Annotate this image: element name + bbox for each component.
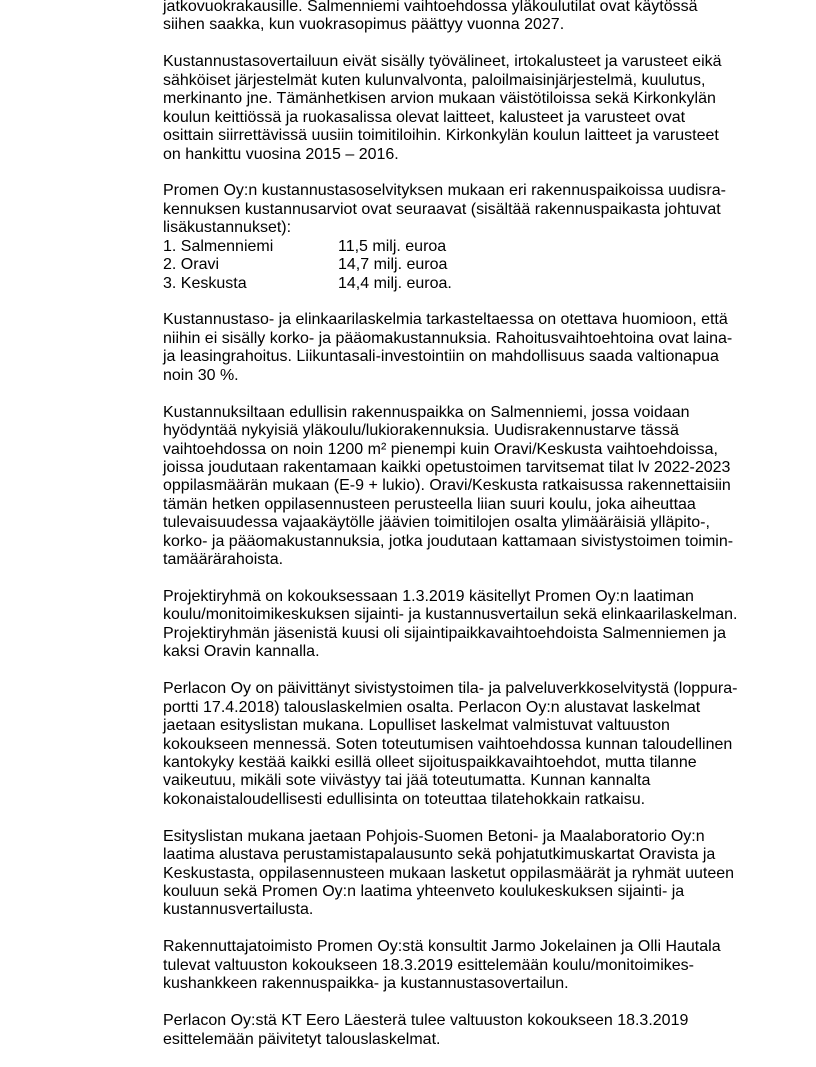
cost-value: 11,5 milj. euroa: [338, 237, 447, 255]
site-label: 1. Salmenniemi: [163, 237, 274, 255]
text-line: kushankkeen rakennuspaikka- ja kustannustasovertailun.: [163, 975, 569, 993]
text-line: esittelemään päivitetyt talouslaskelmat.: [163, 1030, 441, 1048]
text-line: kouluun sekä Promen Oy:n laatima yhteenveto koulukeskuksen sijainti- ja: [163, 883, 685, 900]
text-line: vaikeutuu, mikäli sote viivästyy tai jää toteutumatta. Kunnan kannalta: [163, 772, 651, 790]
text-line: on hankittu vuosina 2015 – 2016.: [163, 145, 399, 163]
text-line: kokonaistaloudellisesti edullisinta on toteuttaa tilatehokkain ratkaisu.: [163, 790, 646, 808]
text-line: laatima alustava perustamistapalausunto sekä pohjatutkimuskartat Oravista ja: [163, 846, 716, 864]
text-line: Projektiryhmän jäsenistä kuusi oli sijaintipaikkavaihtoehdoista Salmenniemen ja: [163, 624, 726, 642]
paragraph: [163, 588, 803, 662]
text-line: Esityslistan mukana jaetaan Pohjois-Suomen Betoni- ja Maalaboratorio Oy:n: [163, 827, 705, 845]
text-line: koulun keittiössä ja ruokasalissa olevat laitteet, kalusteet ja varusteet ovat: [163, 108, 686, 126]
text-line: tämän hetken oppilasennusteen perusteella liian suuri koulu, joka aiheuttaa: [163, 495, 696, 513]
text-line: Perlacon Oy on päivittänyt sivistystoimen tila- ja palveluverkkoselvitystä (loppura-: [163, 680, 738, 698]
text-line: joissa joudutaan rakentamaan kaikki opetustoimen tarvitsemat tilat lv 2022-2023: [163, 458, 731, 476]
text-line: niihin ei sisälly korko- ja pääomakustannuksia. Rahoitusvaihtoehtoina ovat laina-: [163, 329, 733, 347]
text-line: ja leasingrahoitus. Liikuntasali-investointiin on mahdollisuus saada valtionapua: [163, 348, 719, 366]
text-line: tulevat valtuuston kokoukseen 18.3.2019 esittelemään koulu/monitoimikes-: [163, 956, 694, 974]
text-line: kantokyky kestää kaikki esillä olleet sijoituspaikkavaihtoehdot, mutta tilanne: [163, 753, 697, 771]
text-line: koulu/monitoimikeskuksen sijainti- ja kustannusvertailun sekä elinkaarilaskelman.: [163, 606, 738, 624]
text-line: vaihtoehdossa on noin 1200 m² pienempi kuin Oravi/Keskusta vaihtoehdoissa,: [163, 440, 718, 458]
text-line: oppilasmäärän mukaan (E-9 + lukio). Oravi/Keskusta ratkaisussa rakennettaisiin: [163, 477, 731, 495]
site-label: 3. Keskusta: [163, 274, 247, 292]
text-line: kaksi Oravin kannalla.: [163, 643, 320, 661]
text-line: merkinanto jne. Tämänhetkisen arvion mukaan väistötiloissa sekä Kirkonkylän: [163, 90, 716, 108]
site-label: 2. Oravi: [163, 256, 220, 274]
text-line: sähköiset järjestelmät kuten kulunvalvonta, paloilmaisinjärjestelmä, kuulutus,: [163, 71, 706, 89]
text-line: Projektiryhmä on kokouksessaan 1.3.2019 käsitellyt Promen Oy:n laatiman: [163, 588, 694, 605]
document-body: [163, 0, 803, 1067]
text-line: Rakennuttajatoimisto Promen Oy:stä konsultit Jarmo Jokelainen ja Olli Hautala: [163, 938, 721, 956]
paragraph: [163, 680, 803, 809]
paragraph: [163, 0, 803, 35]
paragraph: [163, 404, 803, 570]
text-line: kustannusvertailusta.: [163, 901, 314, 919]
text-line: korko- ja pääomakustannuksia, jotka joudutaan kattamaan sivistystoimen toimin-: [163, 532, 734, 550]
text-line: Kustannuksiltaan edullisin rakennuspaikka on Salmenniemi, jossa voidaan: [163, 403, 690, 421]
text-line: tamäärärahoista.: [163, 551, 284, 569]
text-line: Perlacon Oy:stä KT Eero Läesterä tulee valtuuston kokoukseen 18.3.2019: [163, 1012, 689, 1030]
text-line: jatkovuokrakausille. Salmenniemi vaihtoehdossa yläkoulutilat ovat käytössä: [163, 0, 698, 15]
paragraph: [163, 1012, 803, 1049]
text-line: hyödyntää nykyisiä yläkoulu/lukiorakennuksia. Uudisrakennustarve tässä: [163, 422, 679, 440]
text-line: osittain siirrettävissä uusiin toimitiloihin. Kirkonkylän koulun laitteet ja varusteet: [163, 127, 719, 145]
paragraph: [163, 311, 803, 385]
text-line: kokoukseen mennessä. Soten toteutumisen vaihtoehdossa kunnan taloudellinen: [163, 735, 733, 753]
paragraph: [163, 53, 803, 164]
text-line: portti 17.4.2018) talouslaskelmien osalta. Perlacon Oy:n alustavat laskelmat: [163, 698, 701, 716]
text-line: jaetaan esityslistan mukana. Lopulliset laskelmat valmistuvat valtuuston: [163, 717, 670, 735]
cost-list-item: [163, 256, 803, 274]
text-line: Kustannustaso- ja elinkaarilaskelmia tarkasteltaessa on otettava huomioon, että: [163, 311, 728, 329]
cost-value: 14,7 milj. euroa: [338, 256, 448, 274]
cost-list-item: [163, 238, 803, 256]
text-line: Kustannustasovertailuun eivät sisälly työvälineet, irtokalusteet ja varusteet eikä: [163, 53, 722, 71]
text-line: Keskustasta, oppilasennusteen mukaan lasketut oppilasmäärät ja ryhmät uuteen: [163, 864, 735, 882]
text-line: lisäkustannukset):: [163, 219, 292, 237]
cost-value: 14,4 milj. euroa.: [338, 274, 452, 292]
text-line: siihen saakka, kun vuokrasopimus päättyy vuonna 2027.: [163, 16, 565, 34]
paragraph: [163, 938, 803, 993]
paragraph: [163, 828, 803, 920]
paragraph: [163, 182, 803, 293]
text-line: Promen Oy:n kustannustasoselvityksen mukaan eri rakennuspaikoissa uudisra-: [163, 182, 726, 200]
text-line: noin 30 %.: [163, 366, 239, 384]
text-line: tulevaisuudessa vajaakäytölle jäävien toimitilojen osalta ylimääräisiä ylläpito-,: [163, 514, 710, 532]
cost-list-item: [163, 275, 803, 293]
text-line: kennuksen kustannusarviot ovat seuraavat (sisältää rakennuspaikasta johtuvat: [163, 200, 721, 218]
